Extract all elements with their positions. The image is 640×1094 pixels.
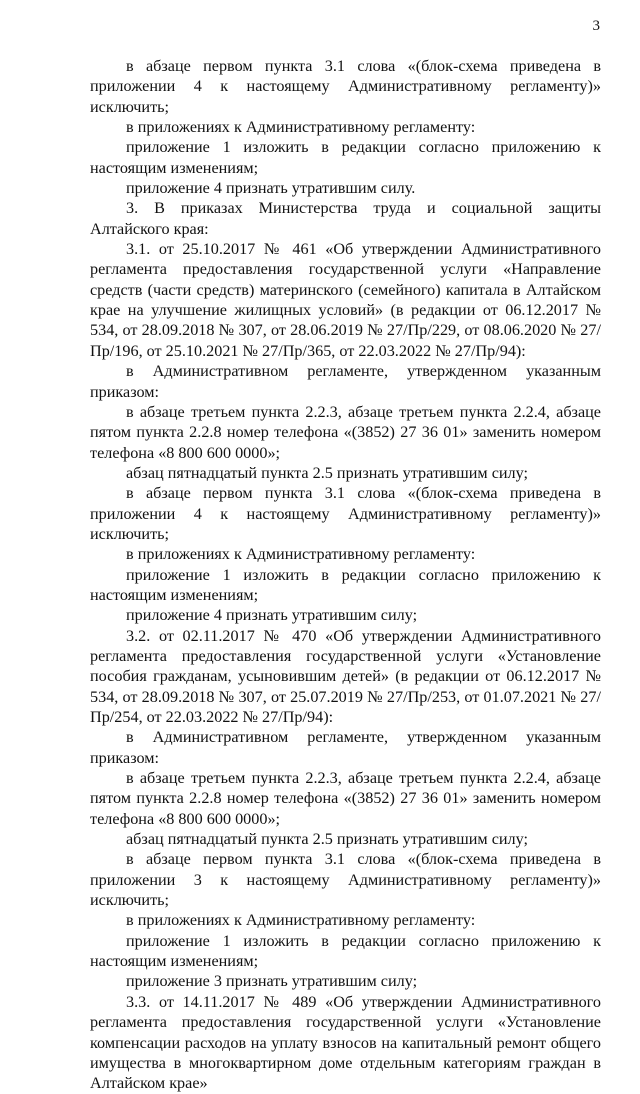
paragraph: в абзаце первом пункта 3.1 слова «(блок-схема приведена в приложении 3 к настоящему Административному регламенту)» исключить; bbox=[90, 850, 601, 910]
paragraph: 3.2. от 02.11.2017 № 470 «Об утверждении Административного регламента предоставления государственной услуги «Установление пособия гражданам, усыновившим детей» (в редакции от 06.12.2017 № 534, от 28.09.2018 № 307, от 25.07.2019 № 27/Пр/253, от 01.07.2021 № 27/Пр/254, от 22.03.2022 № 27/Пр/94): bbox=[90, 626, 601, 726]
paragraph: приложение 4 признать утратившим силу; bbox=[126, 606, 418, 625]
paragraph: приложение 1 изложить в редакции согласно приложению к настоящим изменениям; bbox=[90, 931, 601, 971]
paragraph: в приложениях к Административному регламенту: bbox=[126, 911, 476, 930]
paragraph: 3.3. от 14.11.2017 № 489 «Об утверждении Административного регламента предоставления государственной услуги «Установление компенсации расходов на уплату взносов на капитальный ремонт общего имущества в многоквартирном доме отдельным категориям граждан в Алтайском крае» bbox=[90, 992, 601, 1093]
paragraph: приложение 4 признать утратившим силу. bbox=[126, 179, 416, 198]
paragraph: в Административном регламенте, утвержденном указанным приказом: bbox=[90, 728, 601, 767]
paragraph: приложение 1 изложить в редакции согласно приложению к настоящим изменениям; bbox=[90, 138, 601, 177]
paragraph: приложение 1 изложить в редакции согласно приложению к настоящим изменениям; bbox=[90, 565, 601, 604]
paragraph: 3. В приказах Министерства труда и социальной защиты Алтайского края: bbox=[90, 199, 601, 238]
paragraph: в абзаце третьем пункта 2.2.3, абзаце третьем пункта 2.2.4, абзаце пятом пункта 2.2.8 номер телефона «(3852) 27 36 01» заменить номером телефона «8 800 600 0000»; bbox=[90, 402, 601, 462]
paragraph: в абзаце третьем пункта 2.2.3, абзаце третьем пункта 2.2.4, абзаце пятом пункта 2.2.8 номер телефона «(3852) 27 36 01» заменить номером телефона «8 800 600 0000»; bbox=[90, 769, 601, 828]
page-number: 3 bbox=[592, 18, 600, 34]
paragraph: в приложениях к Административному регламенту: bbox=[126, 118, 476, 137]
paragraph: в приложениях к Административному регламенту: bbox=[126, 545, 476, 564]
paragraph: в Административном регламенте, утвержденном указанным приказом: bbox=[90, 362, 601, 401]
paragraph: приложение 3 признать утратившим силу; bbox=[126, 972, 418, 991]
paragraph: в абзаце первом пункта 3.1 слова «(блок-схема приведена в приложении 4 к настоящему Административному регламенту)» исключить; bbox=[90, 57, 601, 116]
paragraph: в абзаце первом пункта 3.1 слова «(блок-схема приведена в приложении 4 к настоящему Административному регламенту)» исключить; bbox=[90, 484, 601, 543]
paragraph: абзац пятнадцатый пункта 2.5 признать утратившим силу; bbox=[126, 463, 528, 482]
document-body bbox=[90, 56, 601, 1094]
paragraph: 3.1. от 25.10.2017 № 461 «Об утверждении Административного регламента предоставления государственной услуги «Направление средств (части средств) материнского (семейного) капитала в Алтайском крае на улучшение жилищных условий» (в редакции от 06.12.2017 № 534, от 28.09.2018 № 307, от 28.06.2019 № 27/Пр/229, от 08.06.2020 № 27/Пр/196, от 25.10.2021 № 27/Пр/365, от 22.03.2022 № 27/Пр/94): bbox=[90, 240, 601, 360]
paragraph: абзац пятнадцатый пункта 2.5 признать утратившим силу; bbox=[126, 830, 528, 849]
